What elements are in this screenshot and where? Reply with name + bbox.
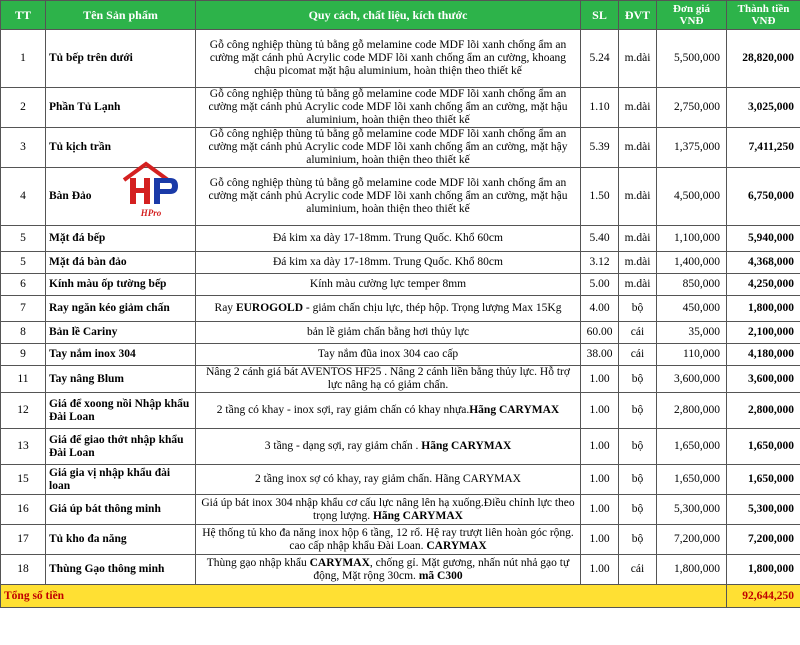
header-price: Đơn giá VNĐ xyxy=(657,1,727,30)
row-tt: 16 xyxy=(1,495,46,525)
header-spec: Quy cách, chất liệu, kích thước xyxy=(196,1,581,30)
row-price: 35,000 xyxy=(657,322,727,344)
row-spec xyxy=(196,525,581,555)
row-spec: 2 tầng inox sợ có khay, ray giảm chấn. Hãng CARYMAX xyxy=(196,465,581,495)
header-name: Tên Sản phẩm xyxy=(46,1,196,30)
row-sl: 5.00 xyxy=(581,274,619,296)
row-price: 1,375,000 xyxy=(657,128,727,168)
row-tt: 2 xyxy=(1,88,46,128)
row-sl: 1.00 xyxy=(581,465,619,495)
row-sl: 38.00 xyxy=(581,344,619,366)
row-total: 1,650,000 xyxy=(727,429,800,465)
row-spec: Gỗ công nghiệp thùng tủ bằng gỗ melamine code MDF lõi xanh chống ẩm an cường mặt cánh phủ Acrylic code MDF lõi xanh chống ẩm an cường, khoang chậu picomat mặt hậu aluminium, hoàn thiện theo thiết kế xyxy=(196,30,581,88)
header-dvt: ĐVT xyxy=(619,1,657,30)
row-spec: Nâng 2 cánh giá bát AVENTOS HF25 . Nâng 2 cánh liền bằng thủy lực. Hỗ trợ lực nâng hạ có giảm chấn. xyxy=(196,366,581,393)
row-spec-text: - giảm chấn chịu lực, thép hộp. Trọng lượng Max 15Kg xyxy=(303,302,562,314)
row-price: 1,650,000 xyxy=(657,465,727,495)
row-spec-brand: CARYMAX xyxy=(426,539,487,552)
row-price: 7,200,000 xyxy=(657,525,727,555)
total-value: 92,644,250 xyxy=(727,585,800,608)
row-name: Ray ngăn kéo giảm chấn xyxy=(46,296,196,322)
row-dvt: m.dài xyxy=(619,274,657,296)
row-spec: bản lề giảm chấn bằng hơi thủy lực xyxy=(196,322,581,344)
table-row xyxy=(1,252,800,274)
row-sl: 1.00 xyxy=(581,495,619,525)
row-price: 1,800,000 xyxy=(657,555,727,585)
row-price: 4,500,000 xyxy=(657,168,727,226)
row-name: Kính màu ốp tường bếp xyxy=(46,274,196,296)
row-name: Bản lề Cariny xyxy=(46,322,196,344)
row-tt: 11 xyxy=(1,366,46,393)
row-tt: 13 xyxy=(1,429,46,465)
table-row xyxy=(1,226,800,252)
row-name: Tay nắm inox 304 xyxy=(46,344,196,366)
row-name: Tủ kho đa năng xyxy=(46,525,196,555)
row-total: 5,300,000 xyxy=(727,495,800,525)
row-dvt: cái xyxy=(619,555,657,585)
row-total: 1,650,000 xyxy=(727,465,800,495)
row-price: 2,800,000 xyxy=(657,393,727,429)
total-label: Tổng số tiền xyxy=(1,585,727,608)
row-sl: 3.12 xyxy=(581,252,619,274)
row-name: Tủ bếp trên dưới xyxy=(46,30,196,88)
table-row xyxy=(1,296,800,322)
row-total: 4,368,000 xyxy=(727,252,800,274)
row-tt: 5 xyxy=(1,252,46,274)
row-sl: 1.10 xyxy=(581,88,619,128)
row-total: 7,411,250 xyxy=(727,128,800,168)
table-row xyxy=(1,322,800,344)
row-dvt: m.dài xyxy=(619,30,657,88)
row-total: 2,800,000 xyxy=(727,393,800,429)
row-price: 1,650,000 xyxy=(657,429,727,465)
row-tt: 3 xyxy=(1,128,46,168)
row-total: 5,940,000 xyxy=(727,226,800,252)
row-dvt: cái xyxy=(619,322,657,344)
row-dvt: bộ xyxy=(619,393,657,429)
row-spec-text: Ray xyxy=(214,302,236,314)
row-name: Giá gia vị nhập khẩu đài loan xyxy=(46,465,196,495)
total-row xyxy=(1,585,800,608)
row-spec-text: Hệ thống tủ kho đa năng inox hộp 6 tầng, 12 rổ. Hệ ray trượt liên hoàn góc rộng. cao cấp nhập khẩu Đài Loan. xyxy=(202,526,574,552)
header-row xyxy=(1,1,800,30)
row-tt: 15 xyxy=(1,465,46,495)
row-tt: 8 xyxy=(1,322,46,344)
row-name: Tay nâng Blum xyxy=(46,366,196,393)
row-dvt: m.dài xyxy=(619,252,657,274)
table-row xyxy=(1,344,800,366)
header-sl: SL xyxy=(581,1,619,30)
table-row xyxy=(1,366,800,393)
row-spec-brand: EUROGOLD xyxy=(235,302,304,314)
row-total: 1,800,000 xyxy=(727,555,800,585)
row-dvt: bộ xyxy=(619,429,657,465)
row-spec-text: , chống gỉ. Mặt gương, nhấn nút nhả gạo tự động, Mặt rộng 30cm. xyxy=(313,556,570,582)
row-total: 3,025,000 xyxy=(727,88,800,128)
row-tt: 7 xyxy=(1,296,46,322)
row-spec: Đá kim xa dày 17-18mm. Trung Quốc. Khổ 60cm xyxy=(196,226,581,252)
row-name: Mặt đá bếp xyxy=(46,226,196,252)
row-dvt: bộ xyxy=(619,525,657,555)
table-row xyxy=(1,30,800,88)
row-spec: Kính màu cường lực temper 8mm xyxy=(196,274,581,296)
row-tt: 5 xyxy=(1,226,46,252)
row-spec-text: 3 tầng - dạng sợi, ray giảm chấn . xyxy=(264,440,422,452)
row-spec xyxy=(196,495,581,525)
row-price: 110,000 xyxy=(657,344,727,366)
row-name: Giá để xoong nồi Nhập khẩu Đài Loan xyxy=(46,393,196,429)
row-sl: 1.00 xyxy=(581,393,619,429)
row-tt: 18 xyxy=(1,555,46,585)
row-sl: 4.00 xyxy=(581,296,619,322)
table-row xyxy=(1,393,800,429)
row-spec xyxy=(196,393,581,429)
row-sl: 1.00 xyxy=(581,555,619,585)
row-dvt: cái xyxy=(619,344,657,366)
table-row xyxy=(1,495,800,525)
table-row xyxy=(1,429,800,465)
row-spec-brand: Hãng CARYMAX xyxy=(469,404,560,416)
row-price: 450,000 xyxy=(657,296,727,322)
row-spec-text: 2 tầng có khay - inox sợi, ray giảm chấn có khay nhựa. xyxy=(216,404,470,416)
row-spec xyxy=(196,296,581,322)
row-name: Mặt đá bàn đảo xyxy=(46,252,196,274)
row-name: Giá úp bát thông minh xyxy=(46,495,196,525)
row-spec-brand: Hãng CARYMAX xyxy=(421,440,512,452)
row-spec-text: Giá úp bát inox 304 nhập khẩu cơ cấu lực nâng lên hạ xuống.Điều chỉnh lực theo trọng lượng. xyxy=(201,496,575,522)
row-sl: 5.24 xyxy=(581,30,619,88)
row-price: 1,100,000 xyxy=(657,226,727,252)
header-total: Thành tiền VNĐ xyxy=(727,1,800,30)
row-tt: 6 xyxy=(1,274,46,296)
row-sl: 1.00 xyxy=(581,366,619,393)
row-spec-brand: mã C300 xyxy=(418,569,463,582)
row-total: 4,180,000 xyxy=(727,344,800,366)
row-dvt: m.dài xyxy=(619,226,657,252)
row-price: 3,600,000 xyxy=(657,366,727,393)
row-name: Giá để giao thớt nhập khẩu Đài Loan xyxy=(46,429,196,465)
table-row xyxy=(1,274,800,296)
row-spec: Gỗ công nghiệp thùng tủ bằng gỗ melamine code MDF lõi xanh chống ẩm an cường mặt cánh phủ Acrylic code MDF lõi xanh chống ẩm an cường, mặt hậu aluminium, hoàn thiện theo thiết kế xyxy=(196,168,581,226)
row-sl: 60.00 xyxy=(581,322,619,344)
row-total: 6,750,000 xyxy=(727,168,800,226)
row-spec-brand: Hãng CARYMAX xyxy=(372,509,463,522)
row-name: Phần Tủ Lạnh xyxy=(46,88,196,128)
row-tt: 1 xyxy=(1,30,46,88)
table-row xyxy=(1,88,800,128)
row-name: Tủ kịch trần xyxy=(46,128,196,168)
row-sl: 1.00 xyxy=(581,429,619,465)
row-price: 5,300,000 xyxy=(657,495,727,525)
row-sl: 5.39 xyxy=(581,128,619,168)
row-spec: Gỗ công nghiệp thùng tủ bằng gỗ melamine code MDF lõi xanh chống ẩm an cường mặt cánh phủ Acrylic code MDF lõi xanh chống ẩm an cường, mặt hậu aluminium, hoàn thiện theo thiết kế xyxy=(196,88,581,128)
row-price: 5,500,000 xyxy=(657,30,727,88)
row-price: 1,400,000 xyxy=(657,252,727,274)
row-total: 28,820,000 xyxy=(727,30,800,88)
row-total: 1,800,000 xyxy=(727,296,800,322)
row-spec xyxy=(196,555,581,585)
row-total: 2,100,000 xyxy=(727,322,800,344)
row-spec: Gỗ công nghiệp thùng tủ bằng gỗ melamine code MDF lõi xanh chống ẩm an cường mặt cánh phủ Acrylic code MDF lõi xanh chống ẩm an cường, mặt hậy aluminium, hoàn thiện theo thiết kế xyxy=(196,128,581,168)
logo-text: HPro xyxy=(140,208,162,218)
row-dvt: bộ xyxy=(619,465,657,495)
row-sl: 1.00 xyxy=(581,525,619,555)
table-row xyxy=(1,525,800,555)
row-tt: 12 xyxy=(1,393,46,429)
row-spec xyxy=(196,429,581,465)
row-dvt: m.dài xyxy=(619,168,657,226)
row-spec-text: Thùng gạo nhập khẩu xyxy=(206,556,310,569)
row-spec-brand: CARYMAX xyxy=(309,556,370,569)
row-total: 3,600,000 xyxy=(727,366,800,393)
row-dvt: bộ xyxy=(619,366,657,393)
header-tt: TT xyxy=(1,1,46,30)
row-total: 4,250,000 xyxy=(727,274,800,296)
row-sl: 1.50 xyxy=(581,168,619,226)
row-tt: 9 xyxy=(1,344,46,366)
row-spec: Đá kim xa dày 17-18mm. Trung Quốc. Khổ 80cm xyxy=(196,252,581,274)
table-row xyxy=(1,555,800,585)
row-dvt: m.dài xyxy=(619,128,657,168)
row-name: Thùng Gạo thông minh xyxy=(46,555,196,585)
table-row xyxy=(1,465,800,495)
row-price: 850,000 xyxy=(657,274,727,296)
row-dvt: bộ xyxy=(619,296,657,322)
row-tt: 17 xyxy=(1,525,46,555)
row-total: 7,200,000 xyxy=(727,525,800,555)
row-sl: 5.40 xyxy=(581,226,619,252)
row-spec: Tay nắm đũa inox 304 cao cấp xyxy=(196,344,581,366)
row-price: 2,750,000 xyxy=(657,88,727,128)
row-tt: 4 xyxy=(1,168,46,226)
hpro-logo xyxy=(120,158,182,220)
row-name: Bàn Đảo xyxy=(46,168,196,226)
row-dvt: m.dài xyxy=(619,88,657,128)
row-dvt: bộ xyxy=(619,495,657,525)
